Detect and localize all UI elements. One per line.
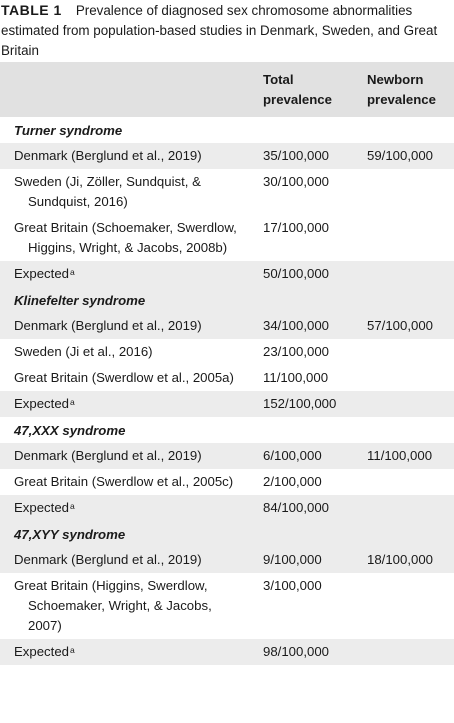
source-label: Expected (14, 266, 69, 281)
source-cell (0, 261, 248, 287)
source-label: Expected (14, 644, 69, 659)
total-prevalence-cell: 11/100,000 (263, 370, 329, 385)
table-row (0, 495, 454, 521)
source-label: Great Britain (Higgins, Swerdlow, Schoemaker, Wright, & Jacobs, 2007) (14, 578, 212, 633)
source-cell (0, 339, 248, 365)
newborn-prevalence-cell: 57/100,000 (367, 318, 434, 333)
source-text (14, 146, 248, 166)
footnote-marker: a (70, 267, 75, 277)
table-row (0, 169, 454, 215)
source-text (14, 342, 248, 362)
newborn-prevalence-cell: 18/100,000 (367, 552, 434, 567)
source-label: Expected (14, 396, 69, 411)
newborn-prevalence-cell (352, 169, 454, 215)
total-prevalence-cell: 98/100,000 (263, 644, 330, 659)
source-cell (0, 639, 248, 665)
table-row (0, 261, 454, 287)
table-label: TABLE 1 (1, 2, 62, 18)
table-row (0, 215, 454, 261)
newborn-prevalence-cell: 11/100,000 (367, 448, 433, 463)
source-text (14, 472, 248, 492)
source-text (14, 394, 248, 414)
total-prevalence-cell: 152/100,000 (263, 396, 337, 411)
section-title: 47,XYY syndrome (14, 527, 126, 542)
newborn-prevalence-cell (352, 261, 454, 287)
source-text (14, 550, 248, 570)
table-row (0, 313, 454, 339)
newborn-prevalence-cell (352, 469, 454, 495)
total-prevalence-cell: 2/100,000 (263, 474, 322, 489)
prevalence-table (0, 62, 454, 665)
table-row (0, 339, 454, 365)
header-source (0, 62, 248, 117)
table-row (0, 391, 454, 417)
total-prevalence-cell: 23/100,000 (263, 344, 330, 359)
header-newborn-prevalence: Newborn prevalence (367, 72, 436, 107)
source-cell (0, 365, 248, 391)
newborn-prevalence-cell (352, 573, 454, 639)
source-cell (0, 573, 248, 639)
source-text (14, 264, 248, 284)
source-cell (0, 169, 248, 215)
total-prevalence-cell: 9/100,000 (263, 552, 322, 567)
source-label: Expected (14, 500, 69, 515)
source-text (14, 316, 248, 336)
table-row (0, 573, 454, 639)
source-label: Great Britain (Swerdlow et al., 2005a) (14, 370, 234, 385)
caption-text: Prevalence of diagnosed sex chromosome abnormalities estimated from population-based studies in Denmark, Sweden, and Great Britain (1, 3, 438, 58)
newborn-prevalence-cell (352, 339, 454, 365)
newborn-prevalence-cell (352, 495, 454, 521)
total-prevalence-cell: 30/100,000 (263, 174, 330, 189)
source-label: Great Britain (Schoemaker, Swerdlow, Higgins, Wright, & Jacobs, 2008b) (14, 220, 237, 255)
footnote-marker: a (70, 645, 75, 655)
source-cell (0, 547, 248, 573)
source-text (14, 446, 248, 466)
source-text (14, 172, 248, 212)
source-cell (0, 313, 248, 339)
table-row (0, 639, 454, 665)
source-label: Sweden (Ji et al., 2016) (14, 344, 153, 359)
source-label: Sweden (Ji, Zöller, Sundquist, & Sundquist, 2016) (14, 174, 201, 209)
source-cell (0, 391, 248, 417)
source-label: Great Britain (Swerdlow et al., 2005c) (14, 474, 234, 489)
table-header (0, 62, 454, 117)
newborn-prevalence-cell (352, 639, 454, 665)
source-text (14, 218, 248, 258)
section-row (0, 117, 454, 143)
section-title: Klinefelter syndrome (14, 293, 146, 308)
footnote-marker: a (70, 397, 75, 407)
source-label: Denmark (Berglund et al., 2019) (14, 448, 202, 463)
prevalence-table-container (0, 62, 454, 665)
newborn-prevalence-cell: 59/100,000 (367, 148, 434, 163)
source-label: Denmark (Berglund et al., 2019) (14, 148, 202, 163)
source-label: Denmark (Berglund et al., 2019) (14, 318, 202, 333)
table-row (0, 143, 454, 169)
source-label: Denmark (Berglund et al., 2019) (14, 552, 202, 567)
total-prevalence-cell: 17/100,000 (263, 220, 330, 235)
total-prevalence-cell: 84/100,000 (263, 500, 330, 515)
table-row (0, 547, 454, 573)
source-cell (0, 215, 248, 261)
table-caption (1, 0, 451, 61)
source-text (14, 642, 248, 662)
section-title: Turner syndrome (14, 123, 123, 138)
total-prevalence-cell: 3/100,000 (263, 578, 322, 593)
source-cell (0, 143, 248, 169)
total-prevalence-cell: 50/100,000 (263, 266, 330, 281)
total-prevalence-cell: 34/100,000 (263, 318, 330, 333)
table-row (0, 443, 454, 469)
total-prevalence-cell: 6/100,000 (263, 448, 322, 463)
section-row (0, 287, 454, 313)
table-body (0, 117, 454, 665)
source-text (14, 576, 248, 636)
table-row (0, 365, 454, 391)
source-text (14, 368, 248, 388)
newborn-prevalence-cell (352, 365, 454, 391)
section-row (0, 417, 454, 443)
newborn-prevalence-cell (352, 215, 454, 261)
footnote-marker: a (70, 501, 75, 511)
total-prevalence-cell: 35/100,000 (263, 148, 330, 163)
section-row (0, 521, 454, 547)
source-text (14, 498, 248, 518)
header-row (0, 62, 454, 117)
table-row (0, 469, 454, 495)
source-cell (0, 469, 248, 495)
source-cell (0, 443, 248, 469)
header-total-prevalence: Total prevalence (263, 72, 332, 107)
source-cell (0, 495, 248, 521)
section-title: 47,XXX syndrome (14, 423, 126, 438)
newborn-prevalence-cell (352, 391, 454, 417)
